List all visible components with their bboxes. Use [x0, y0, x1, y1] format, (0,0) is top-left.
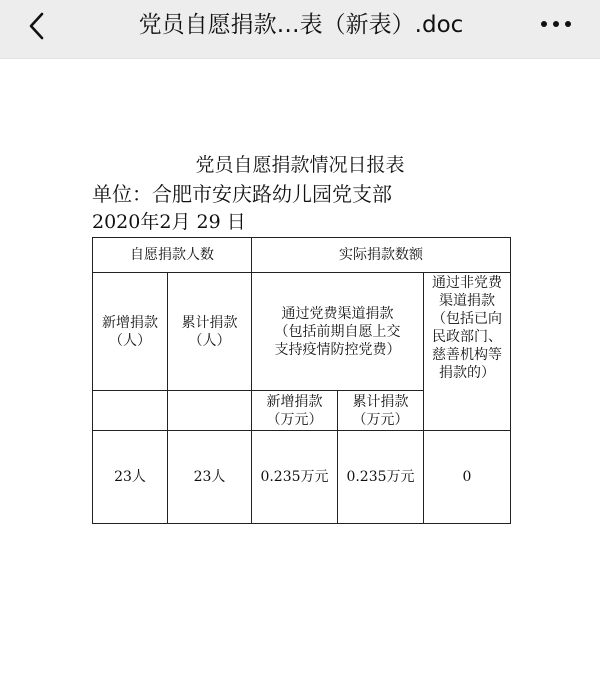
- value-non-party-amount: 0: [424, 431, 511, 524]
- header-party-channel: 通过党费渠道捐款（包括前期自愿上交支持疫情防控党费）: [252, 273, 424, 391]
- value-new-donors: 23人: [93, 431, 168, 524]
- header-new-amount: 新增捐款（万元）: [252, 391, 338, 431]
- header-total-donors: 累计捐款（人）: [168, 273, 252, 391]
- group-header-amount: 实际捐款数额: [252, 238, 511, 273]
- value-new-amount: 0.235万元: [252, 431, 338, 524]
- back-button[interactable]: [20, 8, 56, 44]
- app-header: [0, 0, 600, 59]
- report-unit: 单位：合肥市安庆路幼儿园党支部: [92, 182, 392, 206]
- empty-cell: [168, 391, 252, 431]
- more-horizontal-icon: [528, 6, 584, 42]
- table-row: [93, 431, 511, 524]
- report-heading: 党员自愿捐款情况日报表: [195, 154, 405, 176]
- more-button[interactable]: [528, 6, 584, 42]
- chevron-left-icon: [20, 8, 56, 44]
- empty-cell: [93, 391, 168, 431]
- header-non-party-channel: 通过非党费渠道捐款（包括已向民政部门、慈善机构等捐款的）: [424, 273, 511, 431]
- value-total-amount: 0.235万元: [338, 431, 424, 524]
- document-title: 党员自愿捐款…表（新表）.doc: [138, 12, 464, 38]
- report-date: 2020年2月 29 日: [92, 211, 246, 233]
- header-total-amount: 累计捐款（万元）: [338, 391, 424, 431]
- value-total-donors: 23人: [168, 431, 252, 524]
- table-row: [93, 238, 511, 273]
- donation-report-table: [92, 237, 511, 524]
- group-header-donors: 自愿捐款人数: [93, 238, 252, 273]
- table-row: [93, 273, 511, 391]
- header-new-donors: 新增捐款（人）: [93, 273, 168, 391]
